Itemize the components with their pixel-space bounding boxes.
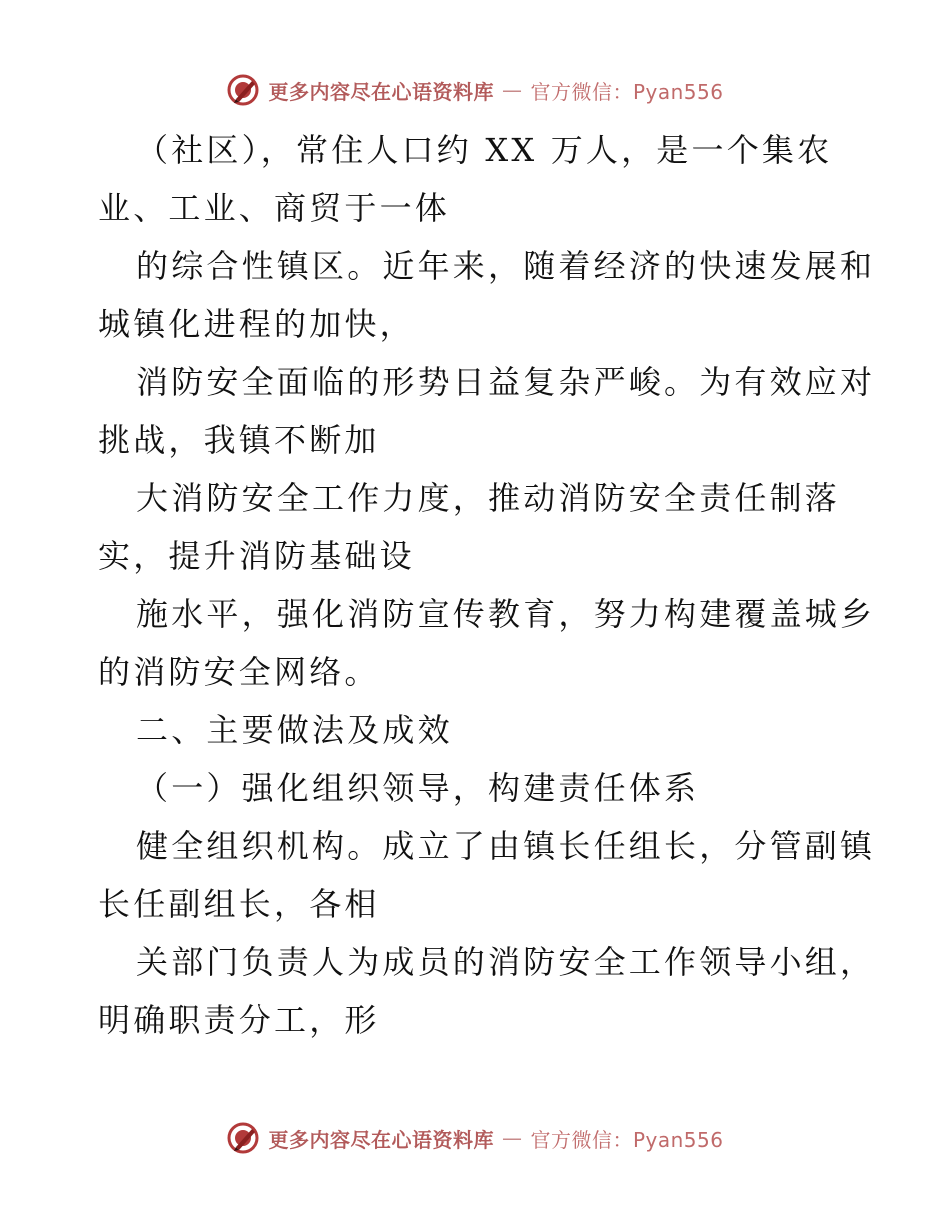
footer-wechat-id: 官方微信：Pyan556 (530, 1127, 724, 1152)
footer-separator: — (501, 1126, 523, 1150)
pen-circle-logo-icon (226, 1121, 260, 1155)
body-line: 大消防安全工作力度，推动消防安全责任制落 (136, 479, 841, 517)
body-line: 关部门负责人为成员的消防安全工作领导小组， (136, 943, 876, 981)
body-line: 明确职责分工，形 (98, 1001, 380, 1039)
body-line: 消防安全面临的形势日益复杂严峻。为有效应对 (136, 363, 876, 401)
body-line: 的综合性镇区。近年来，随着经济的快速发展和 (136, 247, 876, 285)
body-line: 城镇化进程的加快， (98, 305, 415, 343)
header-watermark-banner (0, 68, 950, 112)
header-site-name: 更多内容尽在心语资料库 (268, 79, 494, 104)
body-line: 长任副组长，各相 (98, 885, 380, 923)
body-line: 业、工业、商贸于一体 (98, 189, 451, 227)
footer-watermark-banner (0, 1116, 950, 1160)
body-line: 的消防安全网络。 (98, 653, 380, 691)
body-line: （社区），常住人口约 XX 万人，是一个集农 (136, 131, 833, 169)
body-line: 施水平，强化消防宣传教育，努力构建覆盖城乡 (136, 595, 876, 633)
section-heading: 二、主要做法及成效 (136, 711, 453, 749)
header-wechat-id: 官方微信：Pyan556 (530, 79, 724, 104)
body-line: 健全组织机构。成立了由镇长任组长，分管副镇 (136, 827, 876, 865)
body-line: 实，提升消防基础设 (98, 537, 415, 575)
subsection-heading: （一）强化组织领导，构建责任体系 (136, 769, 700, 807)
pen-circle-logo-icon (226, 73, 260, 107)
header-separator: — (501, 78, 523, 102)
body-line: 挑战，我镇不断加 (98, 421, 380, 459)
footer-site-name: 更多内容尽在心语资料库 (268, 1127, 494, 1152)
